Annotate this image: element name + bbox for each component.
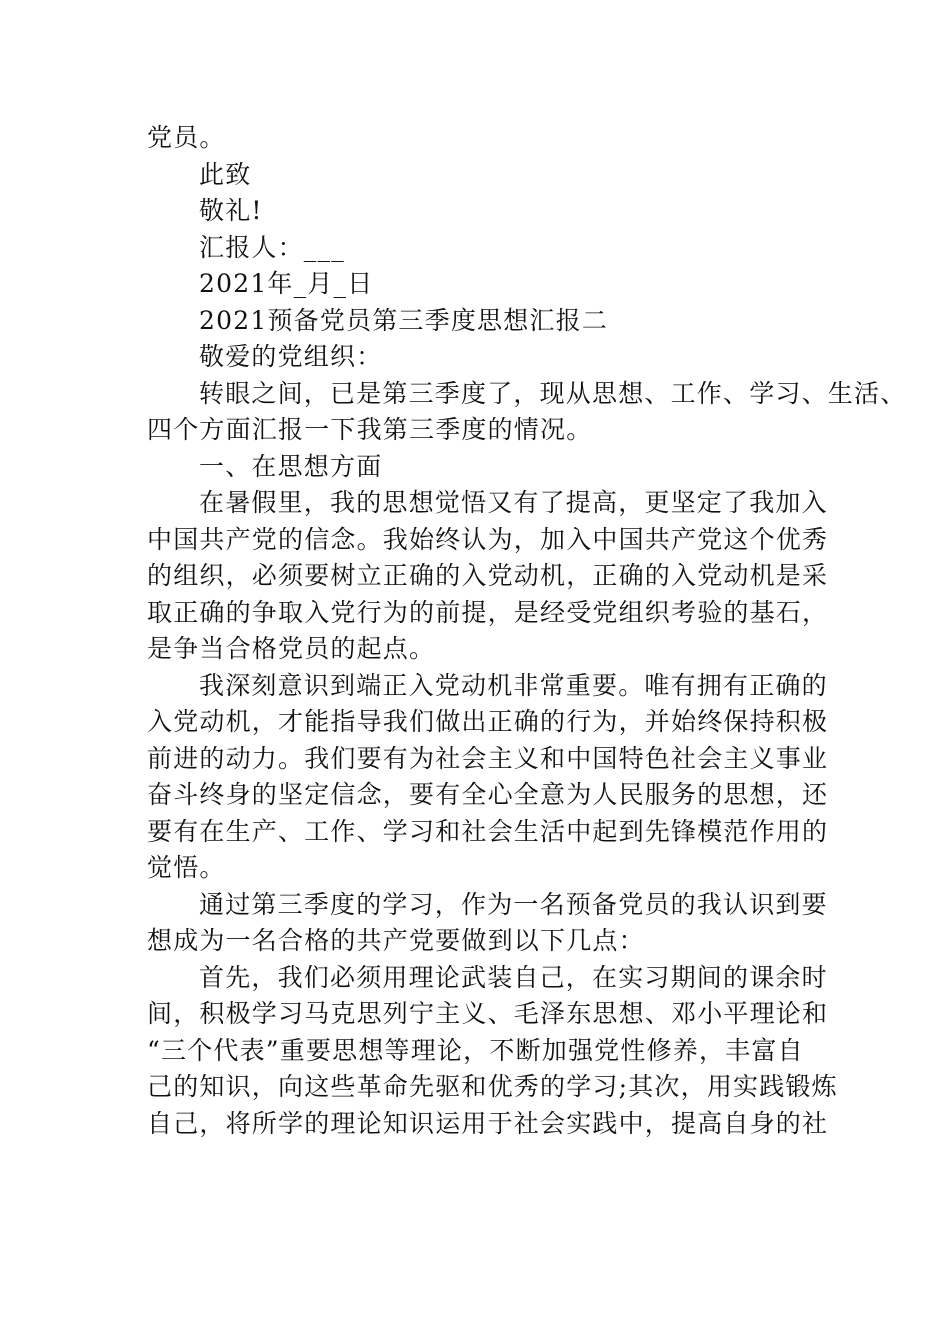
document-body: [147, 120, 907, 1142]
text-line: 是争当合格党员的起点。: [147, 634, 436, 663]
text-line: 敬礼!: [199, 196, 263, 225]
text-line: 要有在生产、工作、学习和社会生活中起到先锋模范作用的: [147, 816, 829, 846]
text-line: 通过第三季度的学习，作为一名预备党员的我认识到要: [199, 889, 828, 919]
text-line: 入党动机，才能指导我们做出正确的行为，并始终保持积极: [147, 707, 829, 736]
text-line: 自己，将所学的理论知识运用于社会实践中，提高自身的社: [147, 1108, 829, 1138]
text-line: 间，积极学习马克思列宁主义、毛泽东思想、邓小平理论和: [147, 999, 829, 1028]
text-line: 首先，我们必须用理论武装自己，在实习期间的课余时: [199, 962, 828, 992]
text-line: “三个代表”重要思想等理论，不断加强党性修养，丰富自: [147, 1035, 804, 1065]
text-line: 2021预备党员第三季度思想汇报二: [199, 305, 609, 335]
text-line: 汇报人：___: [199, 232, 345, 262]
text-line: 奋斗终身的坚定信念，要有全心全意为人民服务的思想，还: [147, 780, 829, 809]
text-line: 己的知识，向这些革命先驱和优秀的学习;其次，用实践锻炼: [147, 1072, 838, 1101]
text-line: 转眼之间，已是第三季度了，现从思想、工作、学习、生活、: [199, 378, 907, 408]
text-line: 2021年_月_日: [199, 269, 374, 298]
text-line: 的组织，必须要树立正确的入党动机，正确的入党动机是采: [147, 561, 829, 590]
text-line: 前进的动力。我们要有为社会主义和中国特色社会主义事业: [147, 743, 829, 773]
text-line: 一、在思想方面: [199, 451, 383, 481]
text-line: 觉悟。: [147, 853, 226, 882]
text-line: 想成为一名合格的共产党要做到以下几点：: [147, 926, 645, 955]
text-line: 敬爱的党组织：: [199, 342, 383, 371]
text-line: 党员。: [147, 123, 226, 152]
text-line: 取正确的争取入党行为的前提，是经受党组织考验的基石，: [147, 597, 829, 627]
text-line: 我深刻意识到端正入党动机非常重要。唯有拥有正确的: [199, 670, 828, 700]
text-line: 中国共产党的信念。我始终认为，加入中国共产党这个优秀: [147, 524, 829, 554]
text-line: 此致: [199, 159, 252, 189]
text-line: 四个方面汇报一下我第三季度的情况。: [147, 415, 593, 444]
text-line: 在暑假里，我的思想觉悟又有了提高，更坚定了我加入: [199, 488, 828, 517]
